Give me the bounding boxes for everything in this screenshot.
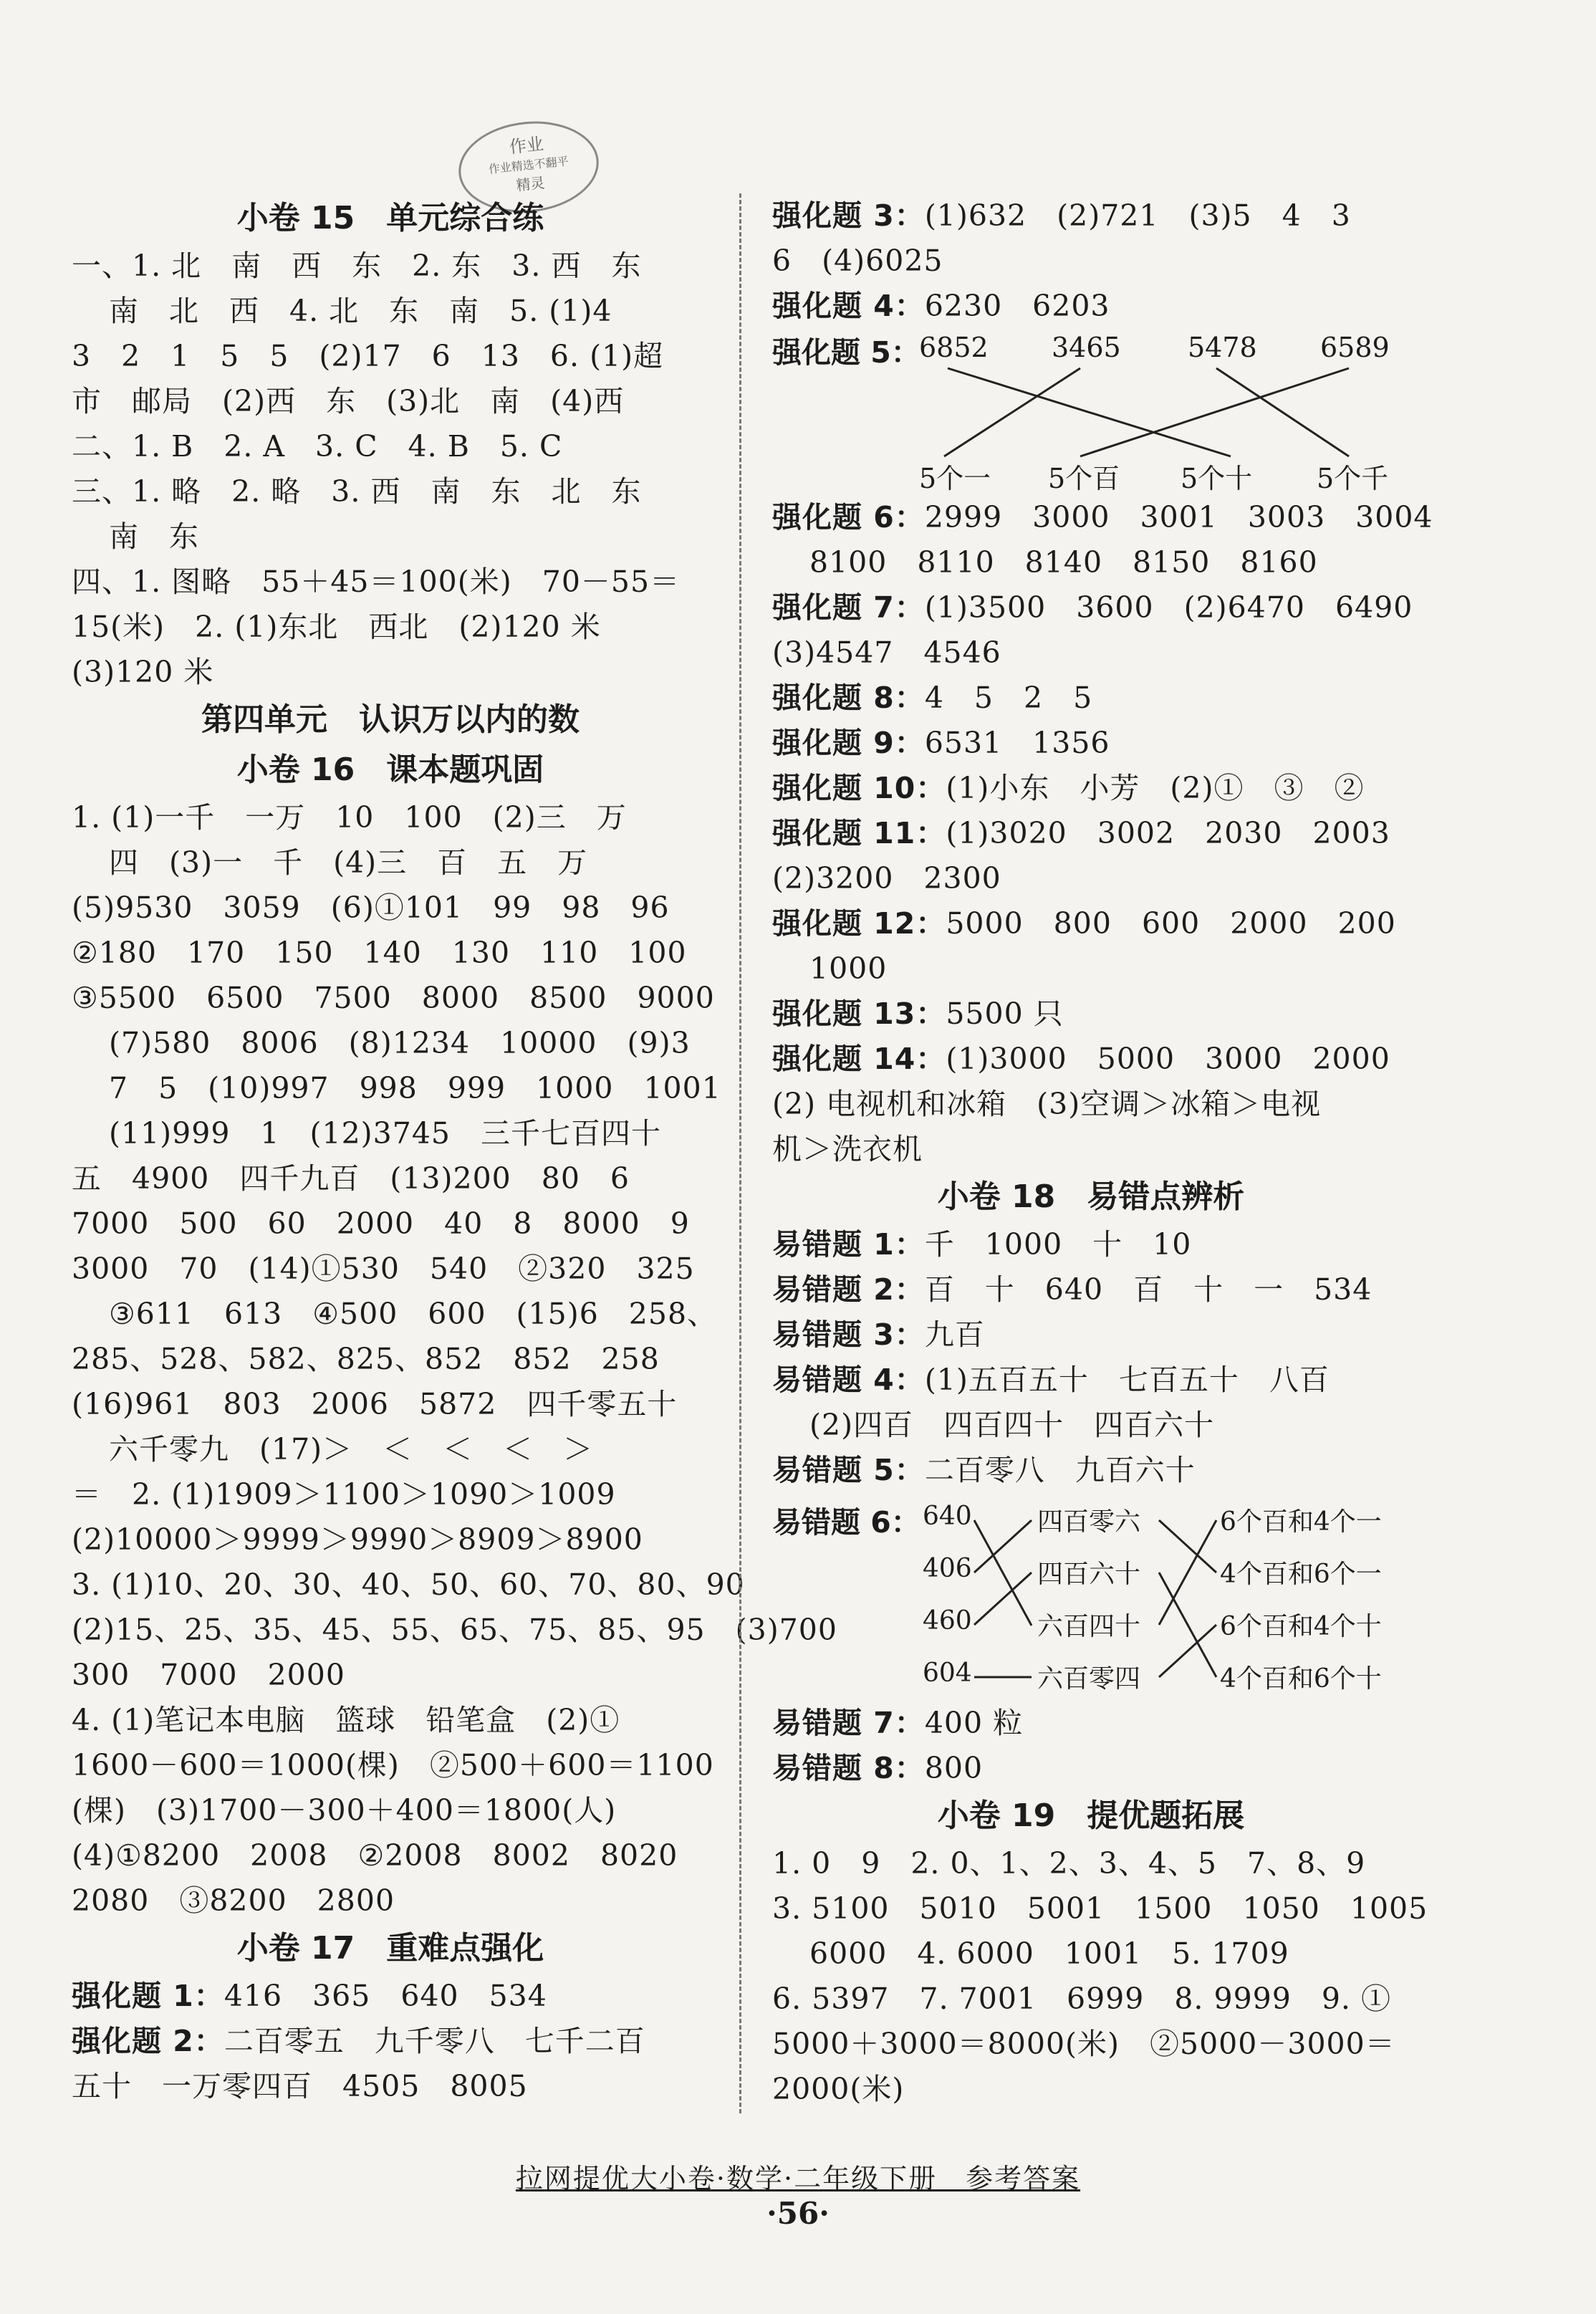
answer-line	[772, 284, 1410, 329]
answer-text: 南 北 西 4. 北 东 南 5. (1)4	[109, 294, 612, 328]
answer-text: 百 十 640 百 十 一 534	[924, 1272, 1373, 1307]
answer-text: 九百	[924, 1317, 985, 1352]
section-heading-text: 小卷 19 提优题拓展	[937, 1797, 1245, 1834]
match5-top-2: 5478	[1188, 332, 1257, 363]
section-heading-text: 第四单元 认识万以内的数	[201, 701, 580, 738]
section-heading	[72, 695, 709, 745]
match6-line-b2	[1159, 1520, 1216, 1625]
answer-line	[772, 1403, 1410, 1448]
answer-line	[772, 1312, 1410, 1358]
question-label: 易错题 3：	[772, 1317, 925, 1352]
answer-text: 6 (4)6025	[772, 244, 943, 278]
answer-line	[72, 1427, 709, 1472]
answer-line	[772, 1977, 1410, 2022]
question-label: 易错题 1：	[772, 1227, 925, 1262]
answer-text: (1)小东 小芳 (2)① ③ ②	[946, 771, 1365, 805]
section-heading-text: 小卷 16 课本题巩固	[236, 752, 544, 788]
answer-text: 2999 3000 3001 3003 3004	[924, 500, 1433, 534]
match6-part-0: 6个百和4个一	[1220, 1507, 1382, 1537]
answer-text: 4. (1)笔记本电脑 篮球 铅笔盒 (2)①	[72, 1703, 620, 1737]
match6-line-a0	[974, 1520, 1032, 1626]
answer-line	[72, 1066, 721, 1111]
answer-line	[72, 514, 709, 560]
answer-line	[772, 1358, 1410, 1403]
answer-line	[72, 1743, 714, 1788]
match5-line-2	[1216, 368, 1349, 456]
answer-text: (1)632 (2)721 (3)5 4 3	[924, 198, 1351, 233]
match5-line-3	[1080, 368, 1349, 456]
match5-bottom-1: 5个百	[1048, 463, 1120, 494]
answer-text: 2080 ③8200 2800	[72, 1883, 395, 1918]
answer-text: 6531 1356	[924, 726, 1110, 760]
book-series-title: 拉网提优大小卷·数学·二年级下册 参考答案	[515, 2163, 1081, 2194]
answer-text: 五 4900 四千九百 (13)200 80 6	[72, 1161, 630, 1196]
answer-text: 1600－600＝1000(棵) ②500＋600＝1100	[72, 1748, 714, 1782]
question-label: 强化题 8：	[772, 681, 925, 715]
match6-line-b0	[1159, 1520, 1216, 1573]
question-label: 强化题 3：	[772, 198, 925, 233]
match6-line-b1	[1159, 1573, 1216, 1677]
match5-line-0	[948, 368, 1231, 456]
match6-part-3: 4个百和6个十	[1220, 1664, 1382, 1694]
answer-line	[772, 540, 1410, 585]
answer-line	[72, 1156, 709, 1201]
question-label: 易错题 8：	[772, 1751, 925, 1785]
answer-line	[772, 676, 1410, 721]
question-label: 强化题 10：	[772, 771, 946, 805]
answer-line	[72, 1337, 709, 1382]
answer-line	[772, 585, 1413, 630]
answer-line	[772, 946, 1410, 992]
answer-text: (2)四百 四百四十 四百六十	[809, 1408, 1215, 1442]
question-label: 强化题 9：	[772, 726, 925, 760]
answer-text: 三、1. 略 2. 略 3. 西 南 东 北 东	[72, 474, 642, 509]
question-label: 强化题 13：	[772, 997, 946, 1031]
answer-text: 1. (1)一千 一万 10 100 (2)三 万	[72, 800, 627, 835]
answer-line	[772, 1746, 1410, 1791]
answer-text: ＝ 2. (1)1909＞1100＞1090＞1009	[72, 1477, 616, 1512]
answer-line	[72, 885, 709, 931]
answer-line	[772, 193, 1410, 239]
answer-line	[72, 1833, 709, 1878]
answer-text: 416 365 640 534	[223, 1979, 547, 2013]
answer-text: (1)3500 3600 (2)6470 6490	[924, 590, 1413, 625]
answer-text: 3. 5100 5010 5001 1500 1050 1005	[772, 1891, 1428, 1926]
match6-part-1: 4个百和6个一	[1220, 1560, 1382, 1589]
answer-line	[772, 495, 1433, 540]
question-label: 易错题 2：	[772, 1272, 925, 1307]
answer-line	[72, 2019, 709, 2064]
section-heading-text: 小卷 18 易错点辨析	[937, 1178, 1245, 1215]
answer-line	[72, 1788, 709, 1833]
match5-line-1	[944, 368, 1080, 456]
match6-num-3: 604	[923, 1658, 972, 1688]
matching-question-5	[772, 329, 1410, 495]
answer-text: 400 粒	[924, 1706, 1024, 1740]
answer-text: (5)9530 3059 (6)①101 99 98 96	[72, 890, 670, 925]
answer-line	[772, 1701, 1410, 1746]
match6-part-2: 6个百和4个十	[1220, 1612, 1382, 1641]
answer-line	[772, 1222, 1410, 1267]
match6-lines	[772, 1493, 1410, 1701]
answer-line	[72, 379, 709, 424]
question-label: 强化题 12：	[772, 906, 946, 941]
match6-word-2: 六百四十	[1037, 1612, 1141, 1641]
answer-line	[72, 560, 709, 605]
answer-line	[772, 1448, 1410, 1493]
section-heading	[772, 1791, 1410, 1841]
answer-text: (1)3020 3002 2030 2003	[946, 816, 1390, 850]
answer-line	[772, 1841, 1410, 1886]
answer-text: (4)①8200 2008 ②2008 8002 8020	[72, 1838, 678, 1873]
answer-text: (3)4547 4546	[772, 635, 1001, 670]
answer-line	[72, 1382, 709, 1427]
match6-line-a2	[974, 1573, 1032, 1625]
answer-line	[72, 289, 709, 334]
right-block-c	[772, 1701, 1428, 2112]
question-label: 强化题 5：	[772, 335, 920, 370]
answer-text: 五十 一万零四百 4505 8005	[72, 2069, 528, 2103]
answer-line	[72, 1608, 837, 1653]
question-label: 易错题 4：	[772, 1363, 925, 1397]
answer-text: 机＞洗衣机	[772, 1132, 923, 1166]
answer-text: 二百零八 九百六十	[924, 1453, 1196, 1487]
answer-line	[72, 1562, 745, 1608]
answer-line	[772, 1267, 1410, 1312]
match5-lines	[772, 329, 1410, 495]
answer-line	[772, 630, 1410, 676]
answer-text: 3 2 1 5 5 (2)17 6 13 6. (1)超	[72, 339, 664, 373]
match5-top-3: 6589	[1320, 332, 1390, 363]
answer-line	[72, 931, 709, 976]
answer-text: 二百零五 九千零八 七千二百	[223, 2024, 645, 2058]
answer-text: 二、1. B 2. A 3. C 4. B 5. C	[72, 429, 563, 464]
column-divider	[739, 193, 744, 2113]
answer-line	[772, 1127, 1410, 1172]
match5-top-0: 6852	[919, 332, 989, 363]
question-label: 强化题 6：	[772, 500, 925, 534]
answer-line	[772, 2067, 1410, 2112]
match6-num-0: 640	[923, 1502, 972, 1531]
answer-text: 8100 8110 8140 8150 8160	[809, 545, 1318, 580]
answer-line	[772, 1931, 1410, 1977]
answer-text: (2)3200 2300	[772, 861, 1001, 896]
answer-line	[772, 239, 1410, 284]
answer-text: 285、528、582、825、852 852 258	[72, 1342, 660, 1376]
answer-text: (11)999 1 (12)3745 三千七百四十	[109, 1116, 662, 1151]
answer-text: 1000	[809, 951, 888, 986]
match6-word-3: 六百零四	[1037, 1664, 1141, 1694]
answer-line	[72, 976, 715, 1021]
answer-text: 四 (3)一 千 (4)三 百 五 万	[109, 845, 588, 880]
match6-num-2: 460	[923, 1606, 972, 1636]
right-block-b	[772, 495, 1433, 1493]
match5-bottom-2: 5个十	[1181, 463, 1253, 494]
answer-line	[772, 721, 1410, 766]
answer-line	[72, 1021, 709, 1066]
question-label: 易错题 6：	[772, 1505, 920, 1540]
answer-text: (7)580 8006 (8)1234 10000 (9)3	[109, 1026, 691, 1060]
question-label: 强化题 4：	[772, 289, 925, 323]
answer-line	[72, 334, 709, 379]
match6-line-b3	[1159, 1625, 1216, 1677]
answer-text: 千 1000 十 10	[924, 1227, 1192, 1262]
answer-text: 市 邮局 (2)西 东 (3)北 南 (4)西	[72, 384, 625, 418]
matching-question-6	[772, 1493, 1410, 1701]
answer-text: 6000 4. 6000 1001 5. 1709	[809, 1936, 1289, 1971]
answer-text: (1)五百五十 七百五十 八百	[924, 1363, 1330, 1397]
answer-text: 6. 5397 7. 7001 6999 8. 9999 9. ①	[772, 1982, 1391, 2016]
answer-text: 四、1. 图略 55＋45＝100(米) 70－55＝	[72, 565, 681, 599]
section-heading-text: 小卷 17 重难点强化	[236, 1930, 544, 1967]
answer-line	[72, 1517, 709, 1562]
answer-text: 1. 0 9 2. 0、1、2、3、4、5 7、8、9	[772, 1846, 1366, 1881]
match6-num-1: 406	[923, 1554, 972, 1583]
match5-top-1: 3465	[1052, 332, 1121, 363]
answer-line	[72, 2064, 709, 2109]
answer-text: ③5500 6500 7500 8000 8500 9000	[72, 981, 715, 1015]
answer-text: (1)3000 5000 3000 2000	[946, 1042, 1390, 1076]
page-number: ·56·	[766, 2196, 830, 2231]
question-label: 强化题 7：	[772, 590, 925, 625]
answer-line	[772, 2022, 1410, 2067]
match6-line-a1	[974, 1520, 1032, 1573]
stamp-line-3: 精灵	[515, 173, 546, 194]
answer-text: (棵) (3)1700－300＋400＝1800(人)	[72, 1793, 617, 1828]
answer-line	[72, 469, 709, 514]
answer-line	[72, 1111, 709, 1156]
answer-line	[72, 1698, 709, 1743]
answer-line	[772, 901, 1410, 946]
answer-text: (3)120 米	[72, 655, 214, 689]
answer-text: 800	[924, 1751, 984, 1785]
answer-text: 南 东	[109, 519, 199, 554]
right-block-a	[772, 193, 1410, 329]
question-label: 易错题 5：	[772, 1453, 925, 1487]
answer-line	[72, 1653, 709, 1698]
answer-line	[72, 795, 709, 840]
answer-line	[72, 605, 709, 650]
answer-text: (16)961 803 2006 5872 四千零五十	[72, 1387, 678, 1421]
answer-text: 15(米) 2. (1)东北 西北 (2)120 米	[72, 610, 601, 644]
answer-line	[72, 1472, 709, 1517]
answer-text: 5000 800 600 2000 200	[946, 906, 1396, 941]
answer-text: 2000(米)	[772, 2072, 905, 2106]
answer-line	[772, 856, 1410, 901]
answer-line	[72, 650, 709, 695]
question-label: 易错题 7：	[772, 1706, 925, 1740]
answer-line	[72, 1878, 709, 1924]
answer-text: 六千零九 (17)＞ ＜ ＜ ＜ ＞	[109, 1432, 594, 1466]
answer-text: ③611 613 ④500 600 (15)6 258、	[109, 1297, 718, 1331]
answer-line	[772, 992, 1410, 1037]
answer-text: 7000 500 60 2000 40 8 8000 9	[72, 1206, 690, 1241]
right-column	[772, 193, 1433, 2112]
section-heading-text: 小卷 15 单元综合练	[236, 200, 544, 236]
answer-text: 5000＋3000＝8000(米) ②5000－3000＝	[772, 2027, 1395, 2061]
answer-text: 5500 只	[946, 997, 1064, 1031]
answer-text: 300 7000 2000	[72, 1658, 345, 1692]
stamp-line-2: 作业精选不翻平	[488, 154, 569, 176]
answer-text: (2) 电视机和冰箱 (3)空调＞冰箱＞电视	[772, 1087, 1322, 1121]
section-heading	[72, 1924, 709, 1974]
answer-line	[72, 840, 709, 885]
answer-text: 4 5 2 5	[924, 681, 1093, 715]
answer-line	[72, 244, 709, 289]
answer-line	[772, 1037, 1410, 1082]
answer-line	[72, 1247, 709, 1292]
answer-text: ②180 170 150 140 130 110 100	[72, 936, 687, 970]
answer-text: (2)15、25、35、45、55、65、75、85、95 (3)700	[72, 1613, 837, 1647]
match5-bottom-3: 5个千	[1317, 463, 1389, 494]
match6-word-0: 四百零六	[1037, 1507, 1141, 1537]
answer-line	[772, 766, 1410, 811]
left-column	[72, 193, 837, 2109]
answer-text: 一、1. 北 南 西 东 2. 东 3. 西 东	[72, 249, 642, 283]
answer-line	[772, 811, 1410, 856]
answer-line	[772, 1886, 1428, 1931]
section-heading	[772, 1172, 1410, 1222]
answer-line	[72, 1292, 718, 1337]
footer	[0, 2156, 1596, 2196]
answer-line	[72, 1201, 709, 1247]
question-label: 强化题 1：	[72, 1979, 224, 2013]
answer-line	[772, 1082, 1410, 1127]
answer-line	[72, 424, 709, 469]
match5-bottom-0: 5个一	[919, 463, 991, 494]
section-heading	[72, 745, 709, 795]
answer-line	[72, 1974, 709, 2019]
answer-text: 3. (1)10、20、30、40、50、60、70、80、90	[72, 1568, 745, 1602]
answer-text: (2)10000＞9999＞9990＞8909＞8900	[72, 1522, 643, 1557]
answer-text: 6230 6203	[924, 289, 1110, 323]
answer-text: 3000 70 (14)①530 540 ②320 325	[72, 1252, 695, 1286]
question-label: 强化题 11：	[772, 816, 946, 850]
question-label: 强化题 14：	[772, 1042, 946, 1076]
match6-word-1: 四百六十	[1037, 1560, 1141, 1589]
stamp-line-1: 作业	[508, 133, 545, 158]
question-label: 强化题 2：	[72, 2024, 224, 2058]
section-heading	[72, 193, 709, 244]
answer-text: 7 5 (10)997 998 999 1000 1001	[109, 1071, 721, 1105]
